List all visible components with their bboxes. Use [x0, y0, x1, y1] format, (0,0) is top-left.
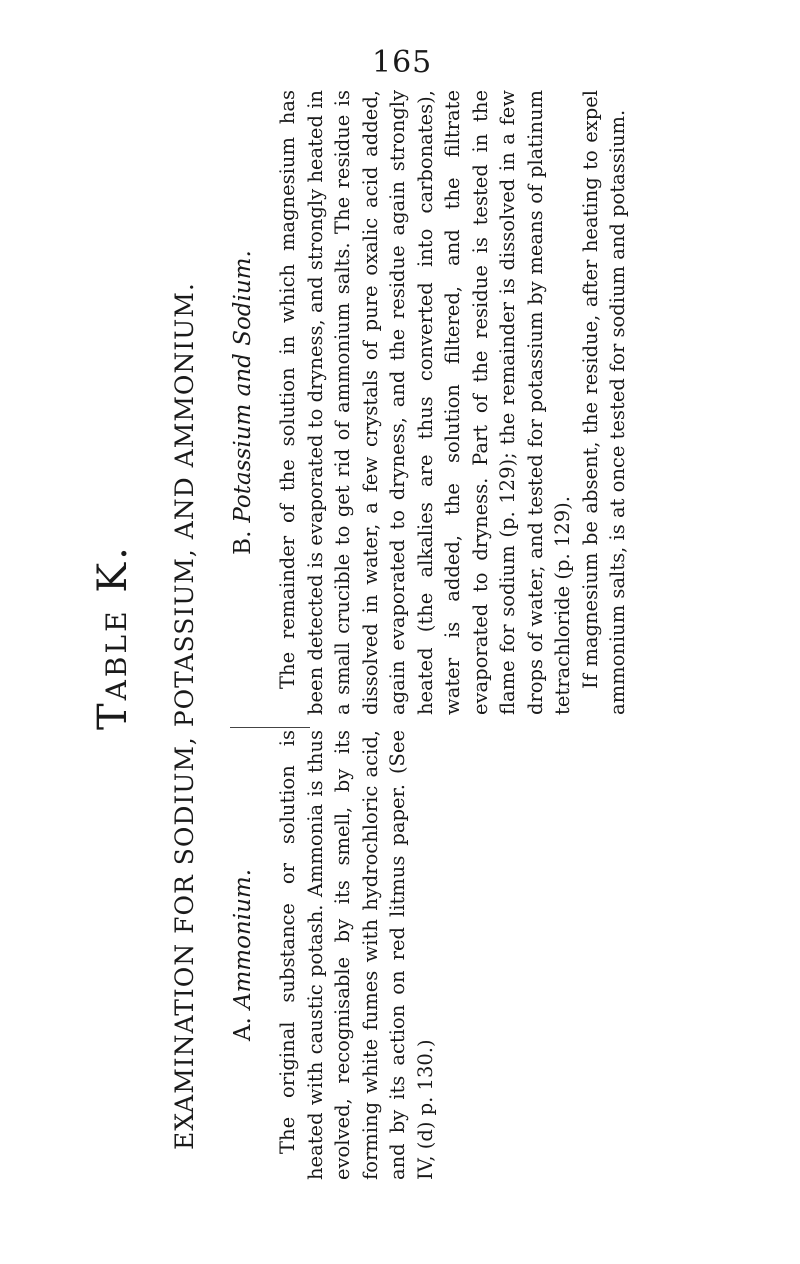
- section-b-heading: [230, 90, 256, 715]
- section-ammonium: [230, 730, 439, 1180]
- section-b-paragraph-2: If magnesium be absent, the residue, after heating to expel ammonium salts, is at once tested for sodium and potassium.: [578, 90, 629, 715]
- page-number: 165: [372, 45, 433, 80]
- section-b-letter: B.: [230, 530, 256, 555]
- table-label: Table K.: [90, 544, 136, 730]
- section-a-title: Ammonium.: [230, 868, 256, 1010]
- section-b-title: Potassium and Sodium.: [230, 250, 256, 523]
- section-a-paragraph: The original substance or solution is heated with caustic potash. Ammonia is thus evolved, recognisable by its smell, by its forming white fumes with hydrochloric acid, and by its action on red litmus paper. (See IV, (d) p. 130.): [276, 730, 437, 1180]
- section-a-letter: A.: [230, 1017, 256, 1042]
- section-potassium-sodium: [230, 90, 632, 715]
- table-title: EXAMINATION FOR SODIUM, POTASSIUM, AND AMMONIUM.: [170, 282, 199, 1150]
- section-a-heading: [230, 730, 256, 1180]
- section-b-paragraph-1: The remainder of the solution in which magnesium has been detected is evaporated to dryness, and strongly heated in a small crucible to get rid of ammonium salts. The residue is dissolved in water, a few crystals of pure oxalic acid added, again evaporated to dryness, and the residue again strongly heated (the alkalies are thus converted into carbonates), water is added, the solution filtered, and the filtrate evaporated to dryness. Part of the residue is tested in the flame for sodium (p. 129); the remainder is dissolved in a few drops of water, and tested for potassium by means of platinum tetrachloride (p. 129).: [276, 90, 574, 715]
- rotated-page-content: [60, 90, 629, 1190]
- column-divider: [230, 727, 310, 728]
